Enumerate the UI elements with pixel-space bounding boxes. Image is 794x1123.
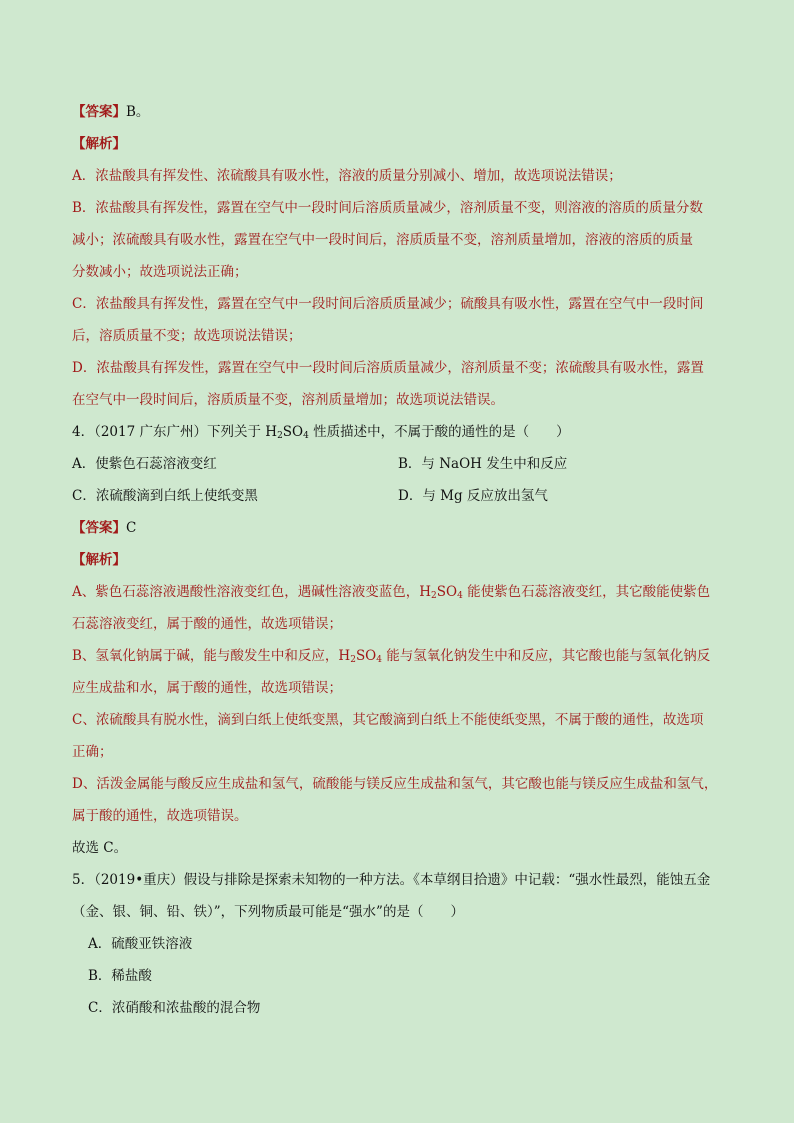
analysis-line: 在空气中一段时间后，溶质质量不变，溶剂质量增加；故选项说法错误。 — [72, 392, 504, 408]
answer-label: 【答案】 — [72, 104, 126, 120]
analysis-text: SO — [355, 648, 377, 664]
analysis-label: 【解析】 — [72, 552, 126, 568]
option-d: D．与 Mg 反应放出氢气 — [398, 488, 548, 504]
answer-value: B。 — [126, 104, 150, 120]
answer-label: 【答案】 — [72, 520, 126, 536]
analysis-text: 能使紫色石蕊溶液变红，其它酸能使紫色 — [462, 584, 711, 600]
answer-line — [72, 512, 724, 544]
conclusion-line: 故选 C。 — [72, 840, 128, 856]
stem-text: 性质描述中，不属于酸的通性的是（ ） — [308, 424, 570, 440]
analysis-line: A．浓盐酸具有挥发性、浓硫酸具有吸水性，溶液的质量分别减小、增加，故选项说法错误； — [72, 168, 622, 184]
stem-text: 4．（2017 广东广州）下列关于 H — [72, 424, 278, 440]
subscript: 4 — [376, 655, 382, 665]
options-row — [72, 448, 724, 480]
analysis-line: 后，溶质质量不变；故选项说法错误； — [72, 328, 302, 344]
option-a: A．硫酸亚铁溶液 — [88, 936, 193, 952]
analysis-line: B．浓盐酸具有挥发性，露置在空气中一段时间后溶质质量减少，溶剂质量不变，则溶液的溶质的质量分数 — [72, 200, 703, 216]
analysis-line: 正确； — [72, 744, 113, 760]
analysis-line: D、活泼金属能与酸反应生成盐和氢气，硫酸能与镁反应生成盐和氢气，其它酸也能与镁反应生成盐和氢气， — [72, 776, 718, 792]
analysis-line: C．浓盐酸具有挥发性，露置在空气中一段时间后溶质质量减少；硫酸具有吸水性，露置在空气中一段时间 — [72, 296, 704, 312]
analysis-label: 【解析】 — [72, 136, 126, 152]
option-b: B．与 NaOH 发生中和反应 — [398, 456, 568, 472]
option-c: C．浓硫酸滴到白纸上使纸变黑 — [72, 488, 258, 504]
options-row — [72, 480, 724, 512]
subscript: 4 — [303, 431, 309, 441]
analysis-line: 应生成盐和水，属于酸的通性，故选项错误； — [72, 680, 342, 696]
subscript: 2 — [350, 655, 356, 665]
analysis-line — [72, 576, 724, 608]
analysis-line: 减小；浓硫酸具有吸水性，露置在空气中一段时间后，溶质质量不变，溶剂质量增加，溶液的溶质的质量 — [72, 232, 693, 248]
answer-line — [72, 96, 724, 128]
question-4-stem — [72, 416, 724, 448]
analysis-line — [72, 640, 724, 672]
analysis-line: 石蕊溶液变红，属于酸的通性，故选项错误； — [72, 616, 342, 632]
analysis-text: 能与氢氧化钠发生中和反应，其它酸也能与氢氧化钠反 — [382, 648, 711, 664]
analysis-text: A、紫色石蕊溶液遇酸性溶液变红色，遇碱性溶液变蓝色，H — [72, 584, 432, 600]
subscript: 4 — [457, 591, 463, 601]
stem-text: SO — [282, 424, 304, 440]
question-5-stem: （金、银、铜、铅、铁）”，下列物质最可能是“强水”的是（ ） — [72, 904, 464, 920]
analysis-line: D．浓盐酸具有挥发性，露置在空气中一段时间后溶质质量减少，溶剂质量不变；浓硫酸具有吸水性，露置 — [72, 360, 704, 376]
analysis-line: 属于酸的通性，故选项错误。 — [72, 808, 248, 824]
question-5-stem: 5．（2019•重庆）假设与排除是探索未知物的一种方法。《本草纲目拾遗》中记载：“强水性最烈，能蚀五金 — [72, 872, 711, 888]
analysis-line: 分数减小；故选项说法正确； — [72, 264, 248, 280]
analysis-text: SO — [436, 584, 458, 600]
document-page — [72, 96, 724, 1024]
answer-value: C — [126, 520, 137, 536]
option-a: A．使紫色石蕊溶液变红 — [72, 456, 217, 472]
option-c: C．浓硝酸和浓盐酸的混合物 — [88, 1000, 261, 1016]
analysis-text: B、氢氧化钠属于碱，能与酸发生中和反应，H — [72, 648, 351, 664]
analysis-line: C、浓硫酸具有脱水性，滴到白纸上使纸变黑，其它酸滴到白纸上不能使纸变黑，不属于酸的通性，故选项 — [72, 712, 704, 728]
option-b: B．稀盐酸 — [88, 968, 152, 984]
analysis-label-line — [72, 544, 724, 576]
subscript: 2 — [277, 431, 283, 441]
analysis-label-line — [72, 128, 724, 160]
subscript: 2 — [431, 591, 437, 601]
